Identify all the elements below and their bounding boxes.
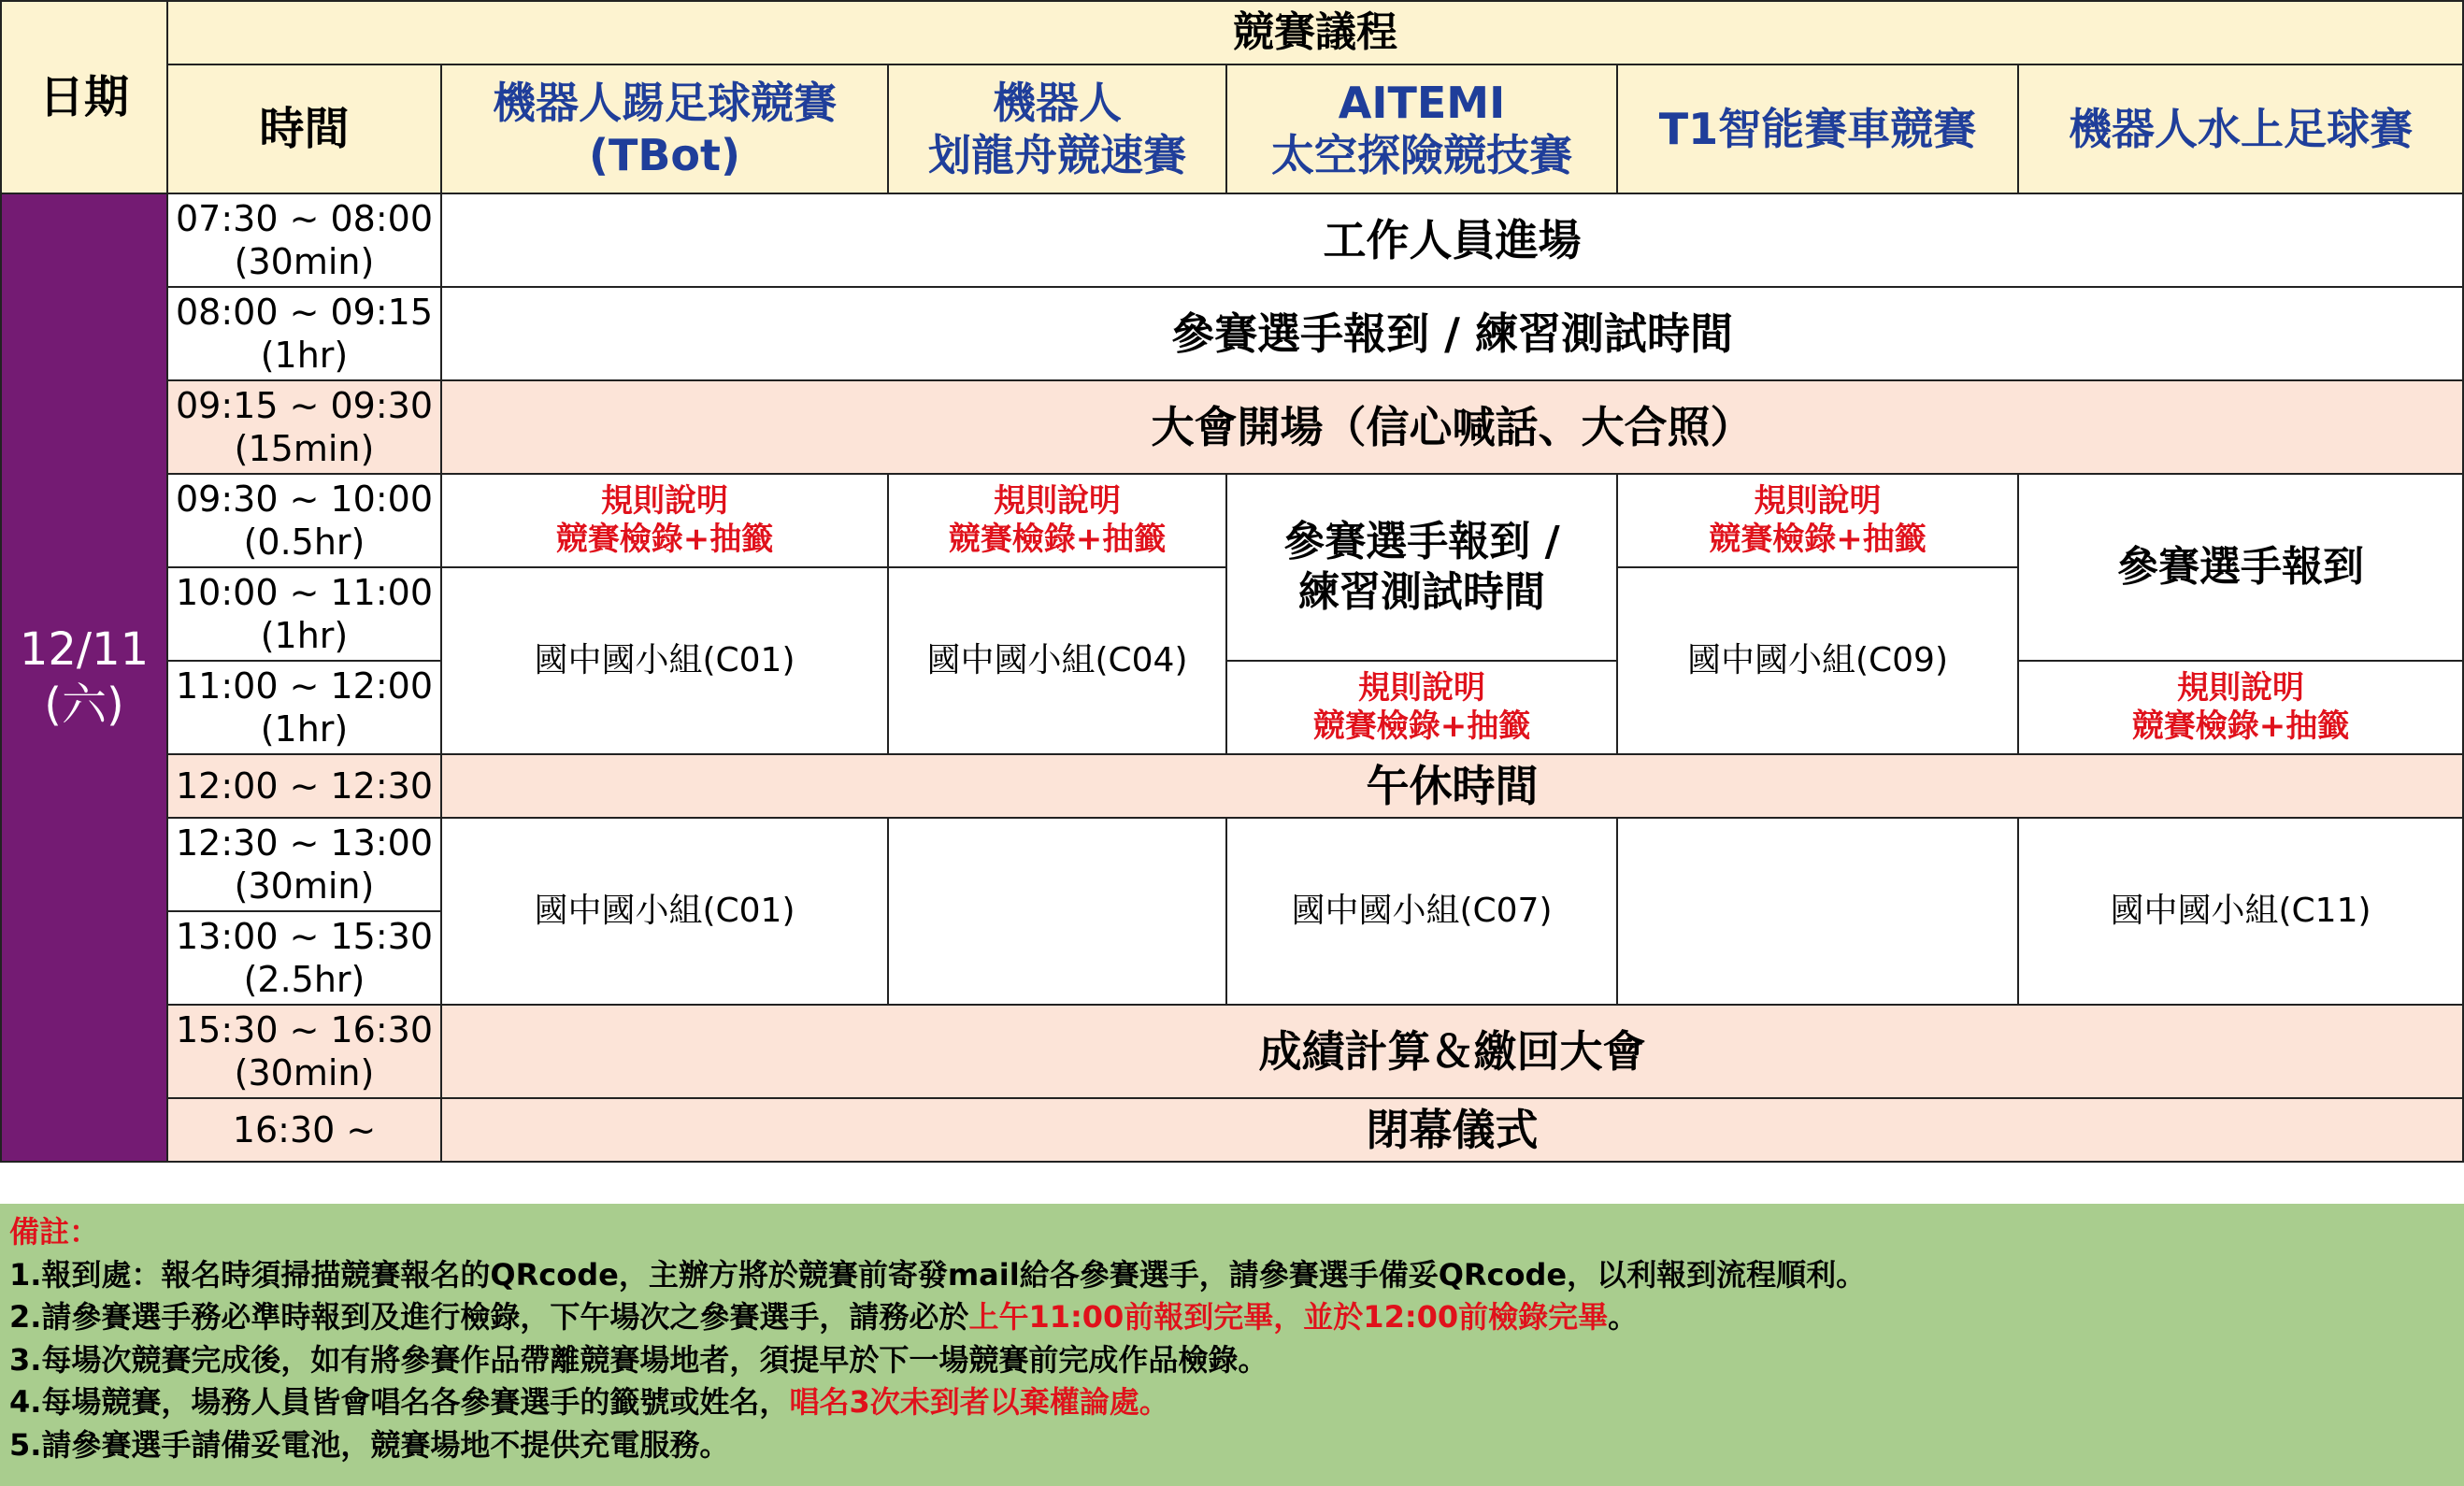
group-c01-afternoon: 國中國小組(C01) [441,818,888,1005]
group-c04: 國中國小組(C04) [888,567,1226,754]
date-header: 日期 [1,1,167,193]
event-opening: 大會開場（信心喊話、大合照） [441,380,2463,474]
competition-subname: 划龍舟競速賽 [928,130,1186,180]
group-c09: 國中國小組(C09) [1617,567,2018,754]
event-checkin-practice: 參賽選手報到 / 練習測試時間 [441,287,2463,380]
competition-header-dragon-boat [888,64,1226,193]
empty-cell-t1-racing [1617,818,2018,1005]
time-slot: 11:00 ~ 12:00 (1hr) [167,661,441,754]
group-c07: 國中國小組(C07) [1226,818,1617,1005]
rules-tbot: 規則說明 競賽檢錄+抽籤 [441,474,888,567]
time-slot: 09:30 ~ 10:00 (0.5hr) [167,474,441,567]
note-line: 1.報到處：報名時須掃描競賽報名的QRcode，主辦方將於競賽前寄發mail給各參賽選手，請參賽選手備妥QRcode，以利報到流程順利。 [9,1256,1867,1293]
competition-header-t1-racing: T1智能賽車競賽 [1617,64,2018,193]
notes-title: 備註： [9,1214,100,1250]
empty-cell-dragon-boat [888,818,1226,1005]
time-slot: 09:15 ~ 09:30 (15min) [167,380,441,474]
event-scoring: 成績計算＆繳回大會 [441,1005,2463,1098]
time-slot: 07:30 ~ 08:00 (30min) [167,193,441,287]
checkin-water-soccer: 參賽選手報到 [2018,474,2463,661]
note-line: 5.請參賽選手請備妥電池，競賽場地不提供充電服務。 [9,1426,730,1463]
rules-water-soccer: 規則說明 競賽檢錄+抽籤 [2018,661,2463,754]
competition-subname: 太空探險競技賽 [1271,130,1572,180]
time-slot: 15:30 ~ 16:30 (30min) [167,1005,441,1098]
time-slot: 12:30 ~ 13:00 (30min) [167,818,441,911]
time-slot: 08:00 ~ 09:15 (1hr) [167,287,441,380]
note-line: 3.每場次競賽完成後，如有將參賽作品帶離競賽場地者，須提早於下一場競賽前完成作品檢錄。 [9,1341,1268,1378]
competition-header-water-soccer: 機器人水上足球賽 [2018,64,2463,193]
event-lunch: 午休時間 [441,754,2463,818]
time-slot: 16:30 ~ [167,1098,441,1162]
competition-header-aitemi [1226,64,1617,193]
time-header: 時間 [167,64,441,193]
competition-name: 機器人 [993,77,1122,128]
rules-dragon-boat: 規則說明 競賽檢錄+抽籤 [888,474,1226,567]
note-highlight: 唱名3次未到者以棄權論處。 [789,1384,1169,1420]
checkin-practice-aitemi: 參賽選手報到 / 練習測試時間 [1226,474,1617,661]
schedule-title: 競賽議程 [167,1,2463,64]
group-c01-morning: 國中國小組(C01) [441,567,888,754]
time-slot: 10:00 ~ 11:00 (1hr) [167,567,441,661]
competition-subname: (TBot) [588,130,741,180]
note-highlight: 上午11:00前報到完畢，並於12:00前檢錄完畢 [968,1299,1609,1335]
note-line: 4.每場競賽，場務人員皆會唱名各參賽選手的籤號或姓名，唱名3次未到者以棄權論處。 [9,1384,1169,1420]
time-slot: 13:00 ~ 15:30 (2.5hr) [167,911,441,1005]
competition-name: AITEMI [1338,77,1506,128]
group-c11: 國中國小組(C11) [2018,818,2463,1005]
notes-panel [0,1204,2464,1486]
competition-header-tbot [441,64,888,193]
note-line: 2.請參賽選手務必準時報到及進行檢錄，下午場次之參賽選手，請務必於上午11:00前報到完畢，並於12:00前檢錄完畢。 [9,1299,1639,1335]
weekday-value: (六) [44,679,124,731]
competition-name: 機器人踢足球競賽 [493,77,837,128]
rules-t1-racing: 規則說明 競賽檢錄+抽籤 [1617,474,2018,567]
date-cell [1,193,167,1162]
event-closing: 閉幕儀式 [441,1098,2463,1162]
rules-aitemi: 規則說明 競賽檢錄+抽籤 [1226,661,1617,754]
date-value: 12/11 [19,623,150,677]
time-slot: 12:00 ~ 12:30 [167,754,441,818]
event-staff-entry: 工作人員進場 [441,193,2463,287]
